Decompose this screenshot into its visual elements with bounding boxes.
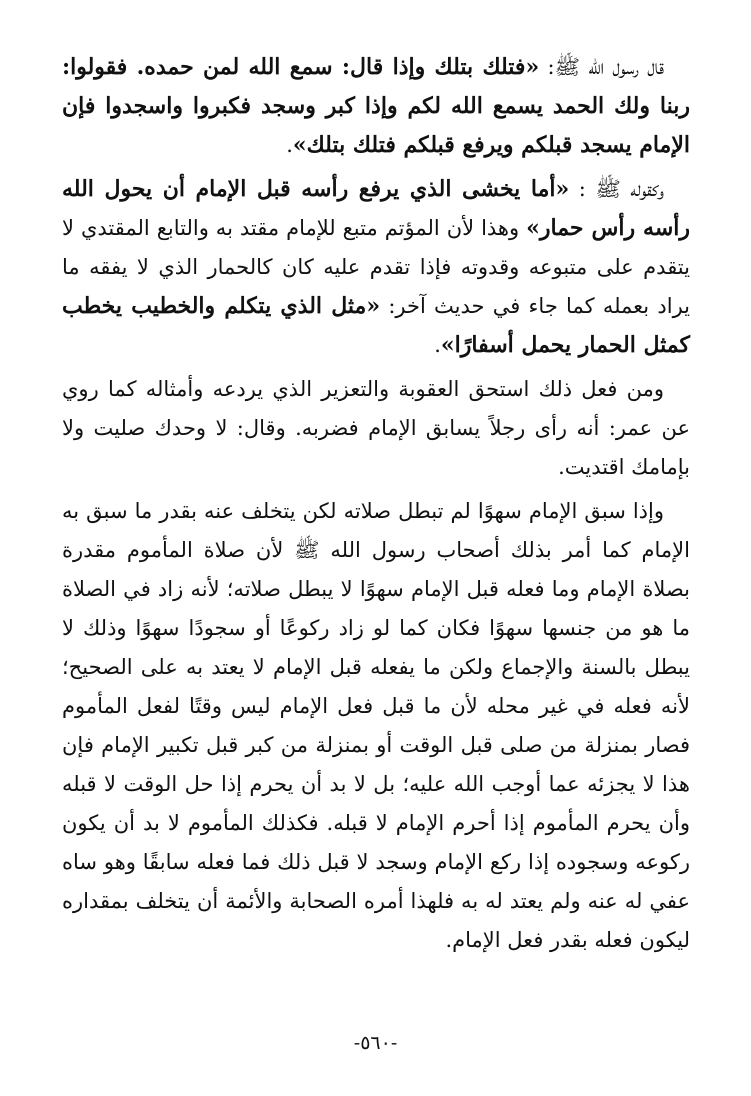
paragraph-3 (62, 370, 690, 487)
hadith-quote: «مثل الذي يتكلم والخطيب يخطب كمثل الحمار يحمل أسفارًا» (62, 293, 690, 358)
text-run: قال رسول الله ﷺ: (539, 55, 664, 79)
text-run: . (434, 333, 441, 357)
hadith-quote: «أما يخشى الذي يرفع رأسه قبل الإمام أن يحول الله رأسه رأس حمار» (62, 176, 690, 241)
text-run: وإذا سبق الإمام سهوًا لم تبطل صلاته لكن يتخلف عنه بقدر ما سبق به الإمام كما أمر بذلك أصحاب رسول الله ﷺ لأن صلاة المأموم مقدرة بصلاة الإمام وما فعله قبل الإمام سهوًا لا يبطل صلاته؛ لأنه زاد في الصلاة ما هو من جنسها سهوًا فكان كما لو زاد ركوعًا أو سجودًا سهوًا وذلك لا يبطل بالسنة والإجماع ولكن ما يفعله قبل الإمام لا يعتد به على الصحيح؛ لأنه فعله في غير محله لأن ما قبل فعل الإمام ليس وقتًا لفعل المأموم فصار بمنزلة من صلى قبل الوقت أو بمنزلة من كبر قبل تكبير الإمام فإن هذا لا يجزئه عما أوجب الله عليه؛ بل لا بد أن يحرم إذا حل الوقت لا قبله وأن يحرم المأموم إذا أحرم الإمام لا قبله. فكذلك المأموم لا بد أن يكون ركوعه وسجوده إذا ركع الإمام وسجد لا قبل ذلك فما فعله سابقًا وهو ساه عفي له عنه ولم يعتد له به فلهذا أمره الصحابة والأئمة أن يتخلف بمقداره ليكون فعله بقدر فعل الإمام. (62, 499, 690, 952)
text-run: وكقوله ﷺ : (569, 177, 664, 201)
paragraph-4 (62, 492, 690, 960)
text-run: ومن فعل ذلك استحق العقوبة والتعزير الذي يردعه وأمثاله كما روي عن عمر: أنه رأى رجلاً يسابق الإمام فضربه. وقال: لا وحدك صليت ولا بإمامك اقتديت. (62, 377, 690, 479)
book-page-text (62, 48, 690, 960)
text-run: وهذا لأن المؤتم متبع للإمام مقتد به والتابع المقتدي لا يتقدم على متبوعه وقدوته فإذا تقدم عليه كان كالحمار الذي لا يفقه ما يراد بعمله كما جاء في حديث آخر: (62, 216, 691, 318)
paragraph-2 (62, 170, 690, 365)
paragraph-1 (62, 48, 690, 165)
page-number: -٥٦٠- (353, 1032, 398, 1054)
hadith-quote: «فتلك بتلك وإذا قال: سمع الله لمن حمده. فقولوا: ربنا ولك الحمد يسمع الله لكم وإذا كبر وسجد فكبروا واسجدوا فإن الإمام يسجد قبلكم ويرفع قبلكم فتلك بتلك» (62, 54, 690, 158)
text-run: . (286, 133, 293, 157)
